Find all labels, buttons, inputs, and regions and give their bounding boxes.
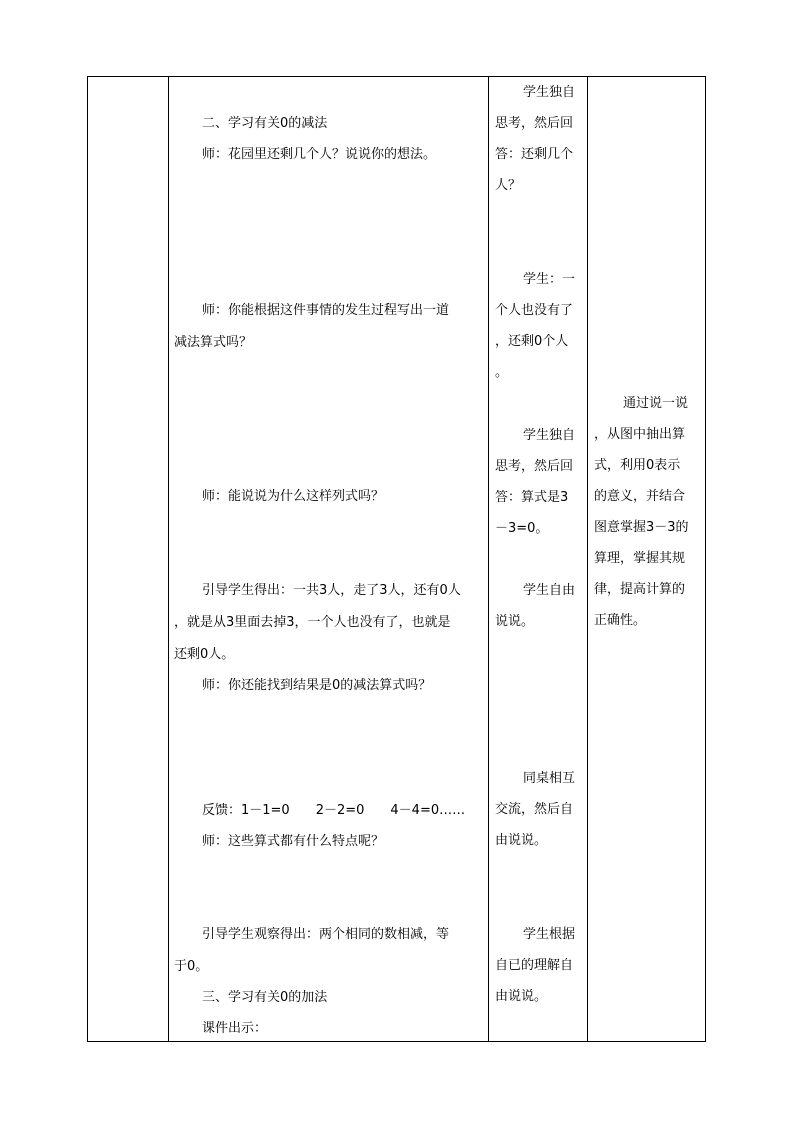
student-response: 思考，然后回 <box>495 116 574 131</box>
student-response: －3=0。 <box>495 521 549 536</box>
student-response: ，还剩0个人 <box>495 334 569 349</box>
section-heading-addition: 三、学习有关0的加法 <box>202 990 328 1005</box>
section-heading-subtraction: 二、学习有关0的减法 <box>202 116 328 131</box>
student-response: 答：算式是3 <box>495 490 569 505</box>
student-response: 学生：一 <box>523 272 576 287</box>
student-response: 由说说。 <box>495 989 548 1004</box>
feedback-equations: 反馈：1－1=0 2－2=0 4－4=0…… <box>202 803 466 818</box>
student-response: 。 <box>495 365 509 380</box>
teacher-question-cont: 减法算式吗？ <box>174 335 253 350</box>
student-response: 同桌相互 <box>523 771 576 786</box>
design-intent-text: 图意掌握3－3的 <box>594 520 689 535</box>
design-intent-text: 律，提高计算的 <box>594 582 686 597</box>
courseware-label: 课件出示： <box>202 1021 268 1036</box>
student-response: 学生自由 <box>523 583 576 598</box>
student-response: 学生根据 <box>523 927 576 942</box>
guidance-text-cont: 于0。 <box>174 959 209 974</box>
guidance-text: 引导学生观察得出：两个相同的数相减，等 <box>202 927 450 942</box>
design-intent-text: ，从图中抽出算 <box>594 427 686 442</box>
teacher-question: 师：花园里还剩几个人？说说你的想法。 <box>202 147 437 162</box>
student-response: 答：还剩几个 <box>495 147 574 162</box>
column-divider-1 <box>168 77 169 1041</box>
column-divider-3 <box>587 77 588 1041</box>
student-response: 思考，然后回 <box>495 459 574 474</box>
student-response: 个人也没有了 <box>495 303 574 318</box>
design-intent-text: 正确性。 <box>594 613 647 628</box>
design-intent-text: 通过说一说 <box>623 396 689 411</box>
student-response: 自已的理解自 <box>495 958 574 973</box>
student-response: 说说。 <box>495 614 535 629</box>
student-response: 学生独自 <box>523 428 576 443</box>
teacher-question: 师：这些算式都有什么特点呢？ <box>202 834 385 849</box>
guidance-text-cont: 还剩0人。 <box>174 647 235 662</box>
design-intent-text: 算理，掌握其规 <box>594 551 686 566</box>
teacher-question: 师：你还能找到结果是0的减法算式吗？ <box>202 678 432 693</box>
guidance-text-cont: ，就是从3里面去掉3，一个人也没有了，也就是 <box>174 615 451 630</box>
guidance-text: 引导学生得出：一共3人，走了3人，还有0人 <box>202 583 461 598</box>
teacher-question: 师：能说说为什么这样列式吗？ <box>202 489 385 504</box>
teacher-question: 师：你能根据这件事情的发生过程写出一道 <box>202 303 450 318</box>
column-divider-2 <box>488 77 489 1041</box>
design-intent-text: 式，利用0表示 <box>594 458 681 473</box>
student-response: 学生独自 <box>523 85 576 100</box>
student-response: 交流，然后自 <box>495 802 574 817</box>
student-response: 由说说。 <box>495 833 548 848</box>
student-response: 人？ <box>495 178 522 193</box>
design-intent-text: 的意义，并结合 <box>594 489 686 504</box>
